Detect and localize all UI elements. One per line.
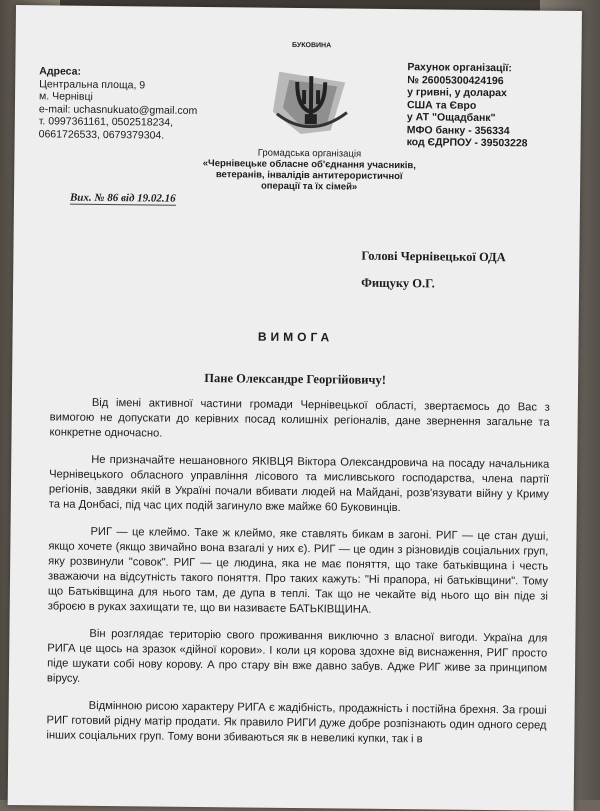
document-title: ВИМОГА (257, 329, 334, 345)
org-type: Громадська організація (257, 147, 362, 160)
bank-account-block (407, 61, 568, 150)
account-line: код ЄДРПОУ - 39503228 (406, 136, 528, 150)
org-name-line: операції та їх сімей» (260, 180, 358, 193)
recipient-name: Фищуку О.Г. (361, 275, 435, 291)
emblem-text: БУКОВИНА (291, 41, 332, 50)
account-line: у АТ "Ощадбанк" (406, 111, 496, 125)
address-line: Центральна площа, 9 (39, 77, 146, 91)
recipient-position: Голові Чернівецької ОДА (361, 248, 506, 265)
recipient-block (361, 243, 506, 299)
account-line: Рахунок організації: (407, 61, 512, 75)
address-label: Адреса: (39, 65, 82, 78)
organization-name-block (199, 147, 419, 193)
address-line: м. Чернівці (38, 90, 93, 103)
body-paragraph: Він розглядає територію свого проживання виключно з власної вигоди. Україна для РИГА це щось на зразок «дійної корови». І коли ця корова здохне від виснаження, РИГ просто піде шукати собі нову корову. А про стару він вже давно забув. Адже РИГ живе за принципом вірусу. (46, 627, 548, 685)
account-line: МФО банку - 356334 (406, 123, 510, 137)
phone-line: 0661726533, 0679379304. (38, 127, 165, 142)
trident-emblem-icon (261, 42, 362, 143)
body-paragraph: Не призначайте нешановного ЯКІВЦЯ Віктора Олександровича на посаду начальника Чернівецького обласного управління лісового та мисливського господарства, члена партії регіонів, завдяки якій в Україні почали вбивати людей на Майдані, розв'язувати війну у Криму та на Донбасі, під час цих подій загинуло вже майже 60 Буковинців. (48, 453, 550, 515)
letter-sheet (8, 5, 582, 811)
org-name-line: «Чернівецьке обласне об'єднання учасників, (202, 158, 417, 172)
body-paragraph: Відмінною рисою характеру РИГА є жадібність, продажність і постійна брехня. За гроші РИГ готовий рідну матір продати. Як правило РИГИ дуже добре розпізнають один одного серед інших соціальних груп. Тому вони збиваються як в невеликі купки, так і в (46, 699, 547, 746)
account-line: № 26005300424196 (407, 73, 504, 87)
org-name-line: ветеранів, інвалідів антитерористичної (215, 169, 403, 183)
email-line: e-mail: uchasnukuato@gmail.com (38, 102, 198, 117)
outgoing-reference: Вих. № 86 від 19.02.16 (69, 191, 176, 205)
letter-body (46, 395, 550, 760)
body-paragraph: РИГ — це клеймо. Таке ж клеймо, яке ставлять бикам в загоні. РИГ — це стан душі, якщо хочете (якщо звичайно вона взагалі у них є). РИГ — це один з різновидів соціальних груп, яку розвинули "совок". РИГ — це людина, яка не має поняття, що таке батьківщина і честь зважаючи на відсутність такого поняття. Про таких кажуть: "Ні прапора, ні батьківщини". Тому що Батьківщина для нього там, де дупа в теплі. Так що не чекайте від нього що він піде зі зброєю в руках захищати те, що ви називаєте БАТЬКІВЩИНА. (47, 525, 549, 616)
salutation: Пане Олександре Георгійовичу! (204, 371, 386, 387)
sender-address-block (39, 65, 250, 142)
organization-emblem (261, 42, 362, 143)
body-paragraph: Від імені активної частини громади Чернівецької області, звертаємось до Вас з вимогою не допускати до керівних посад колишніх регіоналів, дане звернення загальне та конкретне одночасно. (49, 396, 550, 440)
account-line: у гривні, у доларах (407, 86, 507, 100)
account-line: США та Євро (406, 98, 477, 112)
phone-line: т. 0997361161, 0502518234, (38, 115, 174, 129)
